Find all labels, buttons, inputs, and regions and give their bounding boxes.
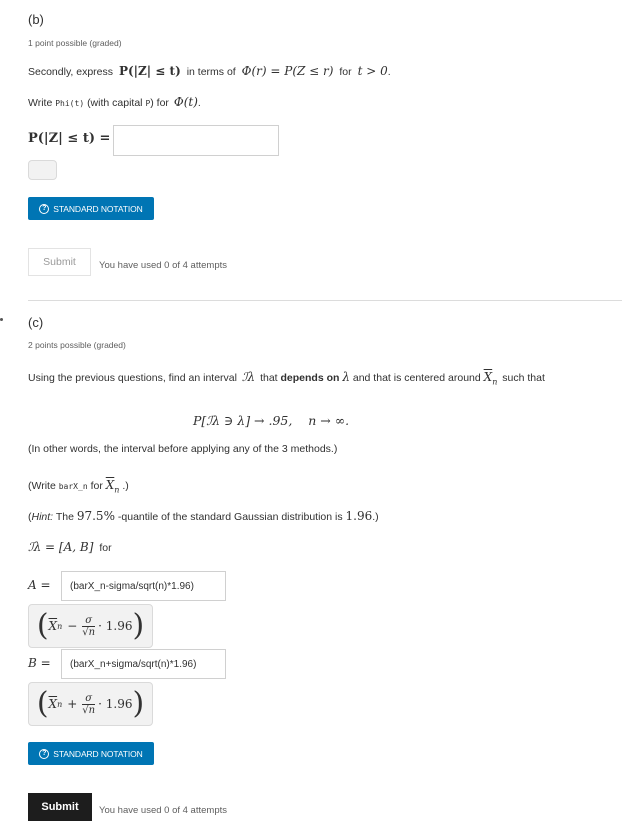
part-c-header: (c)	[28, 315, 44, 330]
part-c-A-label: A =	[28, 578, 51, 592]
part-c-B-preview: ( $\overline{X}$ n + $\frac{\sigma}{√n}$ · 1.96 )	[28, 682, 153, 726]
part-b-write-hint: Write Phi(t) (with capital P) for Φ(t).	[28, 95, 201, 109]
help-icon: ?	[39, 749, 49, 759]
part-b-preview	[28, 160, 57, 180]
part-c-B-input[interactable]: (barX_n+sigma/sqrt(n)*1.96)	[61, 649, 226, 679]
part-b-answer-label: P(|Z| ≤ t) =	[28, 131, 111, 146]
part-c-submit-button[interactable]: Submit	[28, 793, 92, 821]
part-b-submit-button[interactable]: Submit	[28, 248, 91, 276]
section-divider	[28, 300, 622, 301]
part-c-hint: (Hint: The 97.5% -quantile of the standard Gaussian distribution is 1.96.)	[28, 509, 379, 523]
part-c-points: 2 points possible (graded)	[28, 340, 126, 350]
part-c-interval: ℐλ = [A, B] for	[28, 540, 112, 554]
bullet-dot	[0, 318, 3, 321]
part-c-question: Using the previous questions, find an interval ℐλ that depends on λ and that is centered around $\overline{X}_n$ such that	[28, 370, 545, 387]
part-c-attempts: You have used 0 of 4 attempts	[99, 805, 227, 816]
part-c-A-preview: ( $\overline{X}$ n − $\frac{\sigma}{√n}$ · 1.96 )	[28, 604, 153, 648]
part-b-attempts: You have used 0 of 4 attempts	[99, 260, 227, 271]
part-c-standard-notation-button[interactable]: ? STANDARD NOTATION	[28, 742, 154, 765]
part-b-points: 1 point possible (graded)	[28, 38, 122, 48]
part-b-question: Secondly, express P(|Z| ≤ t) in terms of Φ(r) = P(Z ≤ r) for t > 0.	[28, 64, 391, 78]
part-c-write-hint: (Write barX_n for $\overline{X}_n$ .)	[28, 478, 129, 495]
part-b-header: (b)	[28, 12, 44, 27]
part-c-B-label: B =	[28, 656, 51, 670]
help-icon: ?	[39, 204, 49, 214]
part-b-standard-notation-button[interactable]: ? STANDARD NOTATION	[28, 197, 154, 220]
part-c-A-input[interactable]: (barX_n-sigma/sqrt(n)*1.96)	[61, 571, 226, 601]
part-b-answer-input[interactable]	[113, 125, 279, 156]
part-c-display-equation: P[ℐλ ∋ λ] → .95, n → ∞.	[193, 413, 350, 428]
part-c-note: (In other words, the interval before applying any of the 3 methods.)	[28, 443, 338, 455]
